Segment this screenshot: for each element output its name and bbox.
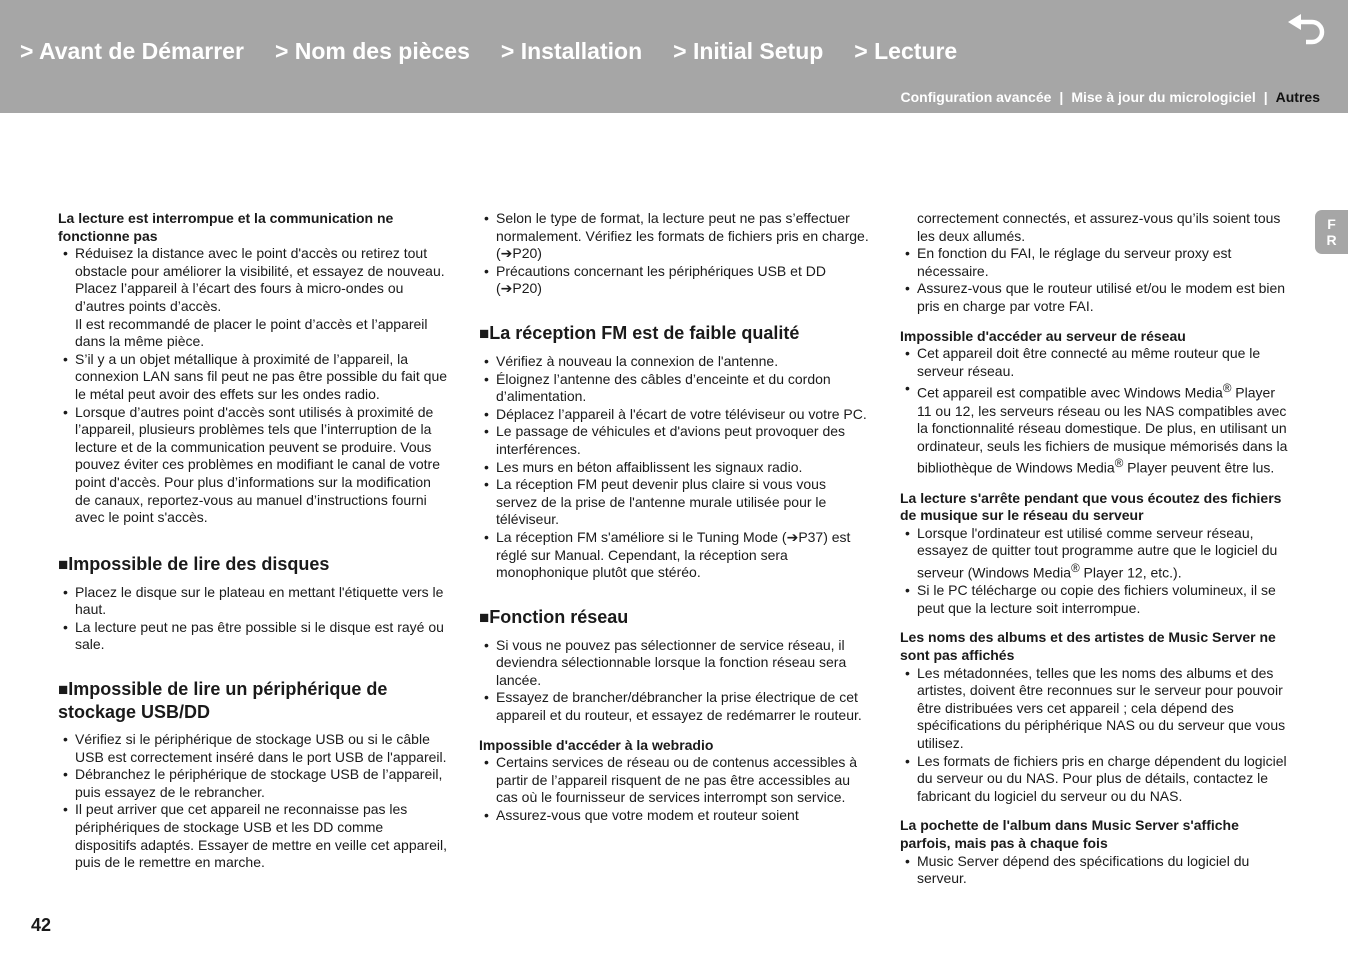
list-item: • Si le PC télécharge ou copie des fichiers volumineux, il se peut que la lecture soit interrompue. bbox=[900, 582, 1290, 617]
bullet-list bbox=[58, 584, 448, 654]
list-item: • Il peut arriver que cet appareil ne reconnaisse pas les périphériques de stockage USB et les DD comme dispositifs adaptés. Essayer de mettre en veille cet appareil, puis de le remettre en marche. bbox=[58, 801, 448, 871]
bullet-list bbox=[900, 245, 1290, 315]
text-part: Cet appareil est compatible avec Windows Media bbox=[917, 385, 1223, 401]
continued-text: correctement connectés, et assurez-vous qu’ils soient tous les deux allumés. bbox=[917, 210, 1281, 244]
text-part: Lorsque l'ordinateur est utilisé comme serveur réseau, essayez de quitter tout programme autre que le logiciel du serveur (Windows Media bbox=[917, 524, 1278, 581]
list-item: • En fonction du FAI, le réglage du serveur proxy est nécessaire. bbox=[900, 245, 1290, 280]
chapter-nav bbox=[20, 38, 957, 65]
subheading-noms-albums: Les noms des albums et des artistes de Music Server ne sont pas affichés bbox=[900, 629, 1276, 664]
heading-fm: ■ La réception FM est de faible qualité bbox=[479, 322, 869, 345]
heading-usb: ■ Impossible de lire un périphérique de stockage USB/DD bbox=[58, 678, 448, 723]
list-item: • Selon le type de format, la lecture peut ne pas s’effectuer normalement. Vérifiez les formats de fichiers pris en charge. (➔P20) bbox=[479, 210, 869, 263]
bullet-list bbox=[479, 637, 869, 725]
bullet-list bbox=[900, 665, 1290, 806]
bullet-list bbox=[479, 754, 869, 824]
list-item: • La lecture peut ne pas être possible si le disque est rayé ou sale. bbox=[58, 619, 448, 654]
language-letter: F bbox=[1327, 216, 1336, 232]
list-item: • Placez le disque sur le plateau en mettant l'étiquette vers le haut. bbox=[58, 584, 448, 619]
list-item: • Les métadonnées, telles que les noms des albums et des artistes, doivent être reconnues sur le serveur pour pouvoir être distribuées vers cet appareil ; cela dépend des spécifications du périphérique NAS ou du serveur que vous utilisez. bbox=[900, 665, 1290, 753]
list-item: • Éloignez l’antenne des câbles d’enceinte et du cordon d’alimentation. bbox=[479, 371, 869, 406]
subheading-webradio: Impossible d'accéder à la webradio bbox=[479, 736, 714, 753]
list-item: • Assurez-vous que votre modem et routeur soient bbox=[479, 807, 869, 825]
subheading-lecture-interrompue: La lecture est interrompue et la communication ne fonctionne pas bbox=[58, 210, 394, 244]
list-item: • Assurez-vous que le routeur utilisé et/ou le modem est bien pris en charge par votre FAI. bbox=[900, 280, 1290, 315]
bullet-list bbox=[900, 345, 1290, 477]
list-item bbox=[900, 380, 1290, 477]
list-item: • Précautions concernant les périphériques USB et DD (➔P20) bbox=[479, 263, 869, 298]
return-arrow-icon[interactable] bbox=[1286, 14, 1330, 50]
list-item: • La réception FM peut devenir plus claire si vous vous servez de la prise de l'antenne murale utilisée pour le téléviseur. bbox=[479, 476, 869, 529]
bullet-list bbox=[900, 853, 1290, 888]
page-number: 42 bbox=[31, 915, 52, 935]
subheading-serveur-reseau: Impossible d'accéder au serveur de réseau bbox=[900, 327, 1186, 344]
list-item: • Débranchez le périphérique de stockage USB de l’appareil, puis essayez de le rebrancher. bbox=[58, 766, 448, 801]
nav-installation[interactable]: > Installation bbox=[500, 38, 643, 64]
list-item: • Le passage de véhicules et d'avions peut provoquer des interférences. bbox=[479, 423, 869, 458]
list-item: • Essayez de brancher/débrancher la prise électrique de cet appareil et du routeur, et essayez de redémarrer le routeur. bbox=[479, 689, 869, 724]
column-2 bbox=[479, 210, 869, 825]
nav-nom-des-pieces[interactable]: > Nom des pièces bbox=[274, 38, 470, 64]
registered-mark: ® bbox=[1114, 457, 1124, 471]
list-item: • S’il y a un objet métallique à proximité de l’appareil, la connexion LAN sans fil peut ne pas être possible du fait que le métal peut avoir des effets sur les ondes radio. bbox=[58, 351, 448, 404]
list-item: • Les formats de fichiers pris en charge dépendent du logiciel du serveur ou du NAS. Pour plus de détails, contactez le fabricant du logiciel du serveur ou du NAS. bbox=[900, 753, 1290, 806]
list-item: • Vérifiez à nouveau la connexion de l'antenne. bbox=[479, 353, 869, 371]
bullet-list bbox=[479, 210, 869, 298]
subnav-autres[interactable]: Autres bbox=[1275, 89, 1320, 105]
list-item: • Certains services de réseau ou de contenus accessibles à partir de l’appareil risquent de ne pas être accessibles au cas où le fournisseur de services interrompt son service. bbox=[479, 754, 869, 807]
list-item: • Déplacez l’appareil à l'écart de votre téléviseur ou votre PC. bbox=[479, 406, 869, 424]
subheading-pochette: La pochette de l'album dans Music Server s'affiche parfois, mais pas à chaque fois bbox=[900, 817, 1239, 851]
list-item: • Lorsque d’autres point d'accès sont utilisés à proximité de l’appareil, plusieurs problèmes tels que l’interruption de la lecture et de la communication peuvent se produire. Vous pouvez éviter ces problèmes en modifiant le canal de votre point d'accès. Pour plus d’informations sur la modification de canaux, reportez-vous au manuel d’instructions fourni avec le point s'accès. bbox=[58, 404, 448, 527]
top-navigation-bar bbox=[0, 0, 1348, 113]
language-tab bbox=[1315, 210, 1348, 254]
subnav-separator: | bbox=[1263, 89, 1268, 105]
bullet-list bbox=[900, 525, 1290, 618]
subnav-configuration-avancee[interactable]: Configuration avancée bbox=[900, 89, 1052, 105]
list-item: • Si vous ne pouvez pas sélectionner de service réseau, il deviendra sélectionnable lorsque la fonction réseau sera lancée. bbox=[479, 637, 869, 690]
bullet-list bbox=[58, 731, 448, 872]
column-1 bbox=[58, 210, 448, 872]
list-item-note: Il est recommandé de placer le point d’accès et l’appareil dans la même pièce. bbox=[75, 315, 428, 350]
nav-lecture[interactable]: > Lecture bbox=[854, 38, 958, 64]
list-item bbox=[900, 525, 1290, 582]
list-item: • Music Server dépend des spécifications du logiciel du serveur. bbox=[900, 853, 1290, 888]
sub-navigation bbox=[901, 89, 1321, 105]
heading-disques: ■ Impossible de lire des disques bbox=[58, 553, 448, 576]
registered-mark: ® bbox=[1071, 562, 1080, 575]
heading-reseau: ■ Fonction réseau bbox=[479, 606, 869, 629]
text-part: Player 11 ou 12, les serveurs réseau ou les NAS compatibles avec la fonctionnalité réseau domestique. De plus, en utilisant un ordinateur, seuls les fichiers de musique mémorisés dans la bibliothèque de Windows Media bbox=[917, 385, 1288, 477]
nav-avant-de-demarrer[interactable]: > Avant de Démarrer bbox=[20, 38, 244, 64]
subnav-separator: | bbox=[1059, 89, 1064, 105]
list-item: • La réception FM s'améliore si le Tuning Mode (➔P37) est réglé sur Manual. Cependant, la réception sera monophonique plutôt que stéréo. bbox=[479, 529, 869, 582]
subnav-mise-a-jour[interactable]: Mise à jour du micrologiciel bbox=[1071, 89, 1256, 105]
column-3 bbox=[900, 210, 1290, 888]
list-item: • Vérifiez si le périphérique de stockage USB ou si le câble USB est correctement inséré dans le port USB de l'appareil. bbox=[58, 731, 448, 766]
subheading-lecture-arrete: La lecture s'arrête pendant que vous écoutez des fichiers de musique sur le réseau du serveur bbox=[900, 489, 1282, 524]
list-item-text: Réduisez la distance avec le point d'accès ou retirez tout obstacle pour améliorer la visibilité, et essayez de nouveau. Placez l’appareil à l’écart des fours à micro-ondes ou d’autres points d’accès. bbox=[75, 245, 445, 314]
list-item bbox=[58, 245, 448, 351]
registered-mark: ® bbox=[1222, 382, 1232, 396]
text-part: Player 12, etc.). bbox=[1079, 564, 1182, 581]
nav-initial-setup[interactable]: > Initial Setup bbox=[673, 38, 824, 64]
list-item: • Les murs en béton affaiblissent les signaux radio. bbox=[479, 459, 869, 477]
text-part: Player peuvent être lus. bbox=[1123, 460, 1275, 477]
bullet-list bbox=[58, 245, 448, 527]
language-letter: R bbox=[1326, 232, 1337, 248]
bullet-list bbox=[479, 353, 869, 582]
list-item: • Cet appareil doit être connecté au même routeur que le serveur réseau. bbox=[900, 345, 1290, 380]
